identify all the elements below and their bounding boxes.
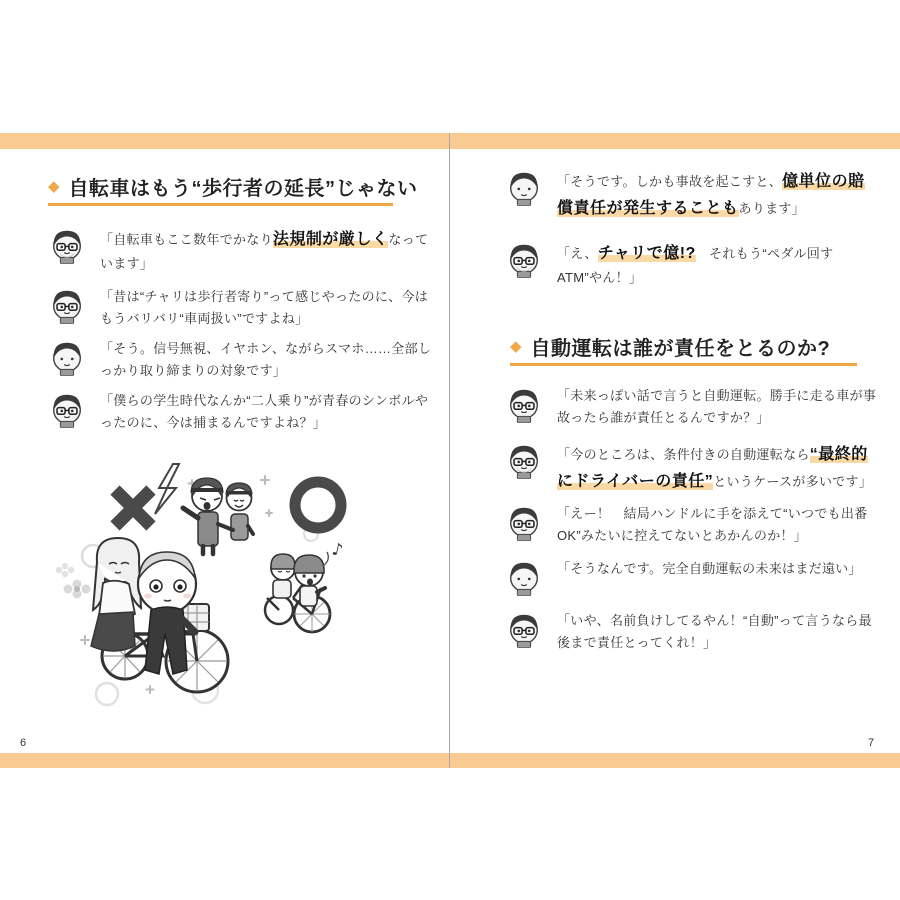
dialogue-row [505, 441, 877, 495]
page-number-right: 7 [868, 737, 875, 749]
dialogue-row [48, 390, 436, 434]
speaker-avatar-icon [505, 441, 543, 479]
speech-text: 「今のところは、条件付きの自動運転なら“最終的にドライバーの責任”というケースが多いです」 [557, 446, 873, 491]
top-border-bar [0, 133, 900, 149]
page-divider [449, 133, 450, 768]
speech-text: 「昔は“チャリは歩行者寄り”って感じやったのに、今はもうバリバリ“車両扱い”ですよね」 [100, 289, 429, 327]
dialogue-row [505, 168, 877, 222]
x-mark-icon [115, 490, 151, 526]
section-heading-autodrive [510, 332, 830, 361]
speaker-avatar-icon [48, 390, 86, 428]
heading-text: 自動運転は誰が責任をとるのか? [530, 338, 831, 360]
dialogue-row [48, 286, 436, 330]
heading-text: 自転車はもう“歩行者の延長”じゃない [68, 178, 418, 200]
diamond-bullet-icon: ◆ [510, 338, 522, 355]
kids-bikes-illustration [265, 554, 330, 632]
speech-text: 「いや、名前負けしてるやん！“自動”って言うなら最後まで責任とってくれ！」 [557, 613, 872, 651]
police-icon [183, 478, 253, 554]
music-note-icon: ♪ [329, 539, 345, 562]
speaker-avatar-icon [505, 385, 543, 423]
speech-text: 「未来っぽい話で言うと自動運転。勝手に走る車が事故ったら誰が責任とるんですか？」 [557, 388, 877, 426]
o-mark-icon [295, 482, 341, 528]
page-number-left: 6 [20, 737, 27, 749]
speaker-avatar-icon [48, 286, 86, 324]
dialogue-row [505, 610, 877, 654]
speaker-avatar-icon [505, 610, 543, 648]
bottom-border-bar [0, 753, 900, 768]
speech-text: 「自転車もここ数年でかなり法規制が厳しくなっています」 [100, 231, 429, 272]
speaker-avatar-icon [505, 503, 543, 541]
diamond-bullet-icon: ◆ [48, 178, 60, 195]
speaker-avatar-icon [505, 558, 543, 596]
dialogue-row [505, 385, 877, 429]
dialogue-row [505, 558, 877, 596]
speaker-avatar-icon [505, 168, 543, 206]
couple-bike-illustration [91, 538, 228, 692]
lightning-icon [155, 464, 179, 514]
speech-text: 「えー！ 結局ハンドルに手を添えて“いつでも出番OK”みたいに控えてないとあかんのか！」 [557, 506, 868, 544]
decor-circle [96, 683, 118, 705]
illustration-two-person-riding [55, 438, 400, 723]
speech-text: 「僕らの学生時代なんか“二人乗り”が青春のシンボルやったのに、今は捕まるんですよね？」 [100, 393, 429, 431]
speech-text: 「そうなんです。完全自動運転の未来はまだ遠い」 [557, 561, 862, 576]
speaker-avatar-icon [48, 338, 86, 376]
decor-flower [64, 580, 91, 599]
heading-underline [510, 363, 857, 366]
speech-text: 「そう。信号無視、イヤホン、ながらスマホ……全部しっかり取り締まりの対象です」 [100, 341, 432, 379]
decor-flower [56, 563, 74, 577]
dialogue-row [505, 503, 877, 547]
dialogue-row [48, 226, 436, 275]
speaker-avatar-icon [48, 226, 86, 264]
speech-text: 「そうです。しかも事故を起こすと、億単位の賠償責任が発生することもあります」 [557, 173, 865, 218]
speech-text: 「え、チャリで億!? それもう“ペダル回すATM”やん！」 [557, 245, 834, 286]
speaker-avatar-icon [505, 240, 543, 278]
section-heading-bicycle [48, 172, 418, 201]
heading-underline [48, 203, 393, 206]
dialogue-row [505, 240, 877, 289]
dialogue-row [48, 338, 436, 382]
